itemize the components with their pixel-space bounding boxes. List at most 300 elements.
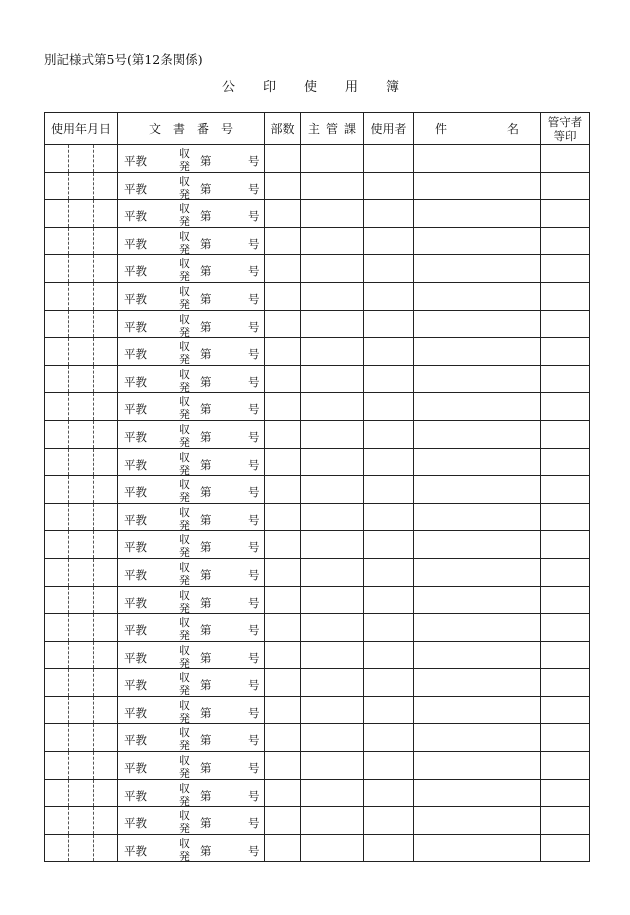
number-suffix: 号 [248,705,260,720]
number-prefix: 第 [200,429,212,444]
copies-cell[interactable] [265,200,301,228]
copies-cell[interactable] [265,696,301,724]
case-name-cell[interactable] [414,255,541,283]
document-number-cell[interactable] [118,145,265,173]
date-divider [93,255,94,282]
department-cell[interactable] [301,724,364,752]
department-cell[interactable] [301,586,364,614]
department-cell[interactable] [301,448,364,476]
document-number-cell[interactable] [118,282,265,310]
case-name-cell[interactable] [414,200,541,228]
date-divider [68,807,69,834]
number-prefix: 第 [200,347,212,362]
date-divider [68,504,69,531]
era-label: 平教 [124,540,147,555]
document-number-cell[interactable] [118,200,265,228]
keeper-seal-cell[interactable] [541,365,590,393]
date-divider [68,228,69,255]
number-prefix: 第 [200,733,212,748]
sent-label: 発 [179,325,190,338]
department-cell[interactable] [301,779,364,807]
sent-label: 発 [179,463,190,476]
date-cell[interactable] [45,338,118,366]
era-label: 平教 [124,650,147,665]
copies-cell[interactable] [265,724,301,752]
ledger-row [45,614,590,642]
case-name-cell[interactable] [414,586,541,614]
title-char: 印 [263,80,277,95]
user-cell[interactable] [364,338,414,366]
date-cell[interactable] [45,310,118,338]
header-docno-char: 号 [221,122,234,136]
user-cell[interactable] [364,393,414,421]
date-cell[interactable] [45,503,118,531]
case-name-cell[interactable] [414,420,541,448]
department-cell[interactable] [301,614,364,642]
user-cell[interactable] [364,558,414,586]
department-cell[interactable] [301,807,364,835]
date-cell[interactable] [45,393,118,421]
date-cell[interactable] [45,172,118,200]
user-cell[interactable] [364,696,414,724]
number-prefix: 第 [200,788,212,803]
department-cell[interactable] [301,338,364,366]
ledger-row [45,531,590,559]
era-label: 平教 [124,264,147,279]
date-cell[interactable] [45,200,118,228]
date-cell[interactable] [45,531,118,559]
keeper-seal-cell[interactable] [541,145,590,173]
received-label: 収 [179,560,190,574]
case-name-cell[interactable] [414,393,541,421]
document-number-cell[interactable] [118,641,265,669]
document-number-cell[interactable] [118,531,265,559]
keeper-seal-cell[interactable] [541,503,590,531]
department-cell[interactable] [301,172,364,200]
date-cell[interactable] [45,476,118,504]
document-number-cell[interactable] [118,586,265,614]
copies-cell[interactable] [265,752,301,780]
era-label: 平教 [124,595,147,610]
era-label: 平教 [124,457,147,472]
document-number-cell[interactable] [118,476,265,504]
user-cell[interactable] [364,614,414,642]
department-cell[interactable] [301,669,364,697]
keeper-seal-cell[interactable] [541,476,590,504]
case-name-cell[interactable] [414,641,541,669]
keeper-seal-cell[interactable] [541,255,590,283]
keeper-seal-cell[interactable] [541,696,590,724]
copies-cell[interactable] [265,669,301,697]
copies-cell[interactable] [265,807,301,835]
user-cell[interactable] [364,807,414,835]
department-cell[interactable] [301,558,364,586]
department-cell[interactable] [301,641,364,669]
date-divider [93,476,94,503]
number-prefix: 第 [200,374,212,389]
date-divider [68,614,69,641]
header-case-char: 名 [507,122,520,136]
era-label: 平教 [124,236,147,251]
copies-cell[interactable] [265,503,301,531]
era-label: 平教 [124,678,147,693]
date-cell[interactable] [45,614,118,642]
department-cell[interactable] [301,365,364,393]
sent-label: 発 [179,656,190,669]
number-prefix: 第 [200,678,212,693]
copies-cell[interactable] [265,282,301,310]
received-label: 収 [179,284,190,298]
form-number: 別記様式第5号(第12条関係) [44,52,203,67]
copies-cell[interactable] [265,365,301,393]
date-cell[interactable] [45,227,118,255]
document-number-cell[interactable] [118,310,265,338]
case-name-cell[interactable] [414,282,541,310]
case-name-cell[interactable] [414,696,541,724]
copies-cell[interactable] [265,227,301,255]
document-number-cell[interactable] [118,558,265,586]
user-cell[interactable] [364,724,414,752]
keeper-seal-cell[interactable] [541,558,590,586]
keeper-seal-cell[interactable] [541,282,590,310]
sent-label: 発 [179,849,190,862]
case-name-cell[interactable] [414,145,541,173]
copies-cell[interactable] [265,476,301,504]
keeper-seal-cell[interactable] [541,724,590,752]
date-divider [68,587,69,614]
date-cell[interactable] [45,255,118,283]
date-cell[interactable] [45,145,118,173]
title-char: 簿 [386,80,400,95]
copies-cell[interactable] [265,420,301,448]
date-divider [93,228,94,255]
copies-cell[interactable] [265,531,301,559]
number-suffix: 号 [248,319,260,334]
user-cell[interactable] [364,531,414,559]
case-name-cell[interactable] [414,614,541,642]
number-prefix: 第 [200,595,212,610]
document-number-cell[interactable] [118,255,265,283]
copies-cell[interactable] [265,558,301,586]
date-cell[interactable] [45,807,118,835]
ledger-row [45,172,590,200]
department-cell[interactable] [301,145,364,173]
user-cell[interactable] [364,779,414,807]
case-name-cell[interactable] [414,779,541,807]
era-label: 平教 [124,347,147,362]
copies-cell[interactable] [265,448,301,476]
ledger-row [45,448,590,476]
number-prefix: 第 [200,485,212,500]
document-number-cell[interactable] [118,227,265,255]
keeper-seal-cell[interactable] [541,420,590,448]
number-prefix: 第 [200,209,212,224]
user-cell[interactable] [364,420,414,448]
date-cell[interactable] [45,365,118,393]
department-cell[interactable] [301,696,364,724]
number-prefix: 第 [200,264,212,279]
user-cell[interactable] [364,448,414,476]
number-suffix: 号 [248,154,260,168]
era-label: 平教 [124,761,147,776]
sent-label: 発 [179,435,190,449]
number-suffix: 号 [248,678,260,693]
user-cell[interactable] [364,365,414,393]
date-cell[interactable] [45,558,118,586]
date-divider [93,145,94,172]
number-suffix: 号 [248,788,260,803]
number-prefix: 第 [200,623,212,638]
user-cell[interactable] [364,503,414,531]
keeper-seal-cell[interactable] [541,531,590,559]
ledger-row [45,200,590,228]
copies-cell[interactable] [265,172,301,200]
copies-cell[interactable] [265,614,301,642]
keeper-seal-cell[interactable] [541,614,590,642]
case-name-cell[interactable] [414,558,541,586]
number-suffix: 号 [248,761,260,776]
copies-cell[interactable] [265,310,301,338]
number-suffix: 号 [248,236,260,251]
copies-cell[interactable] [265,338,301,366]
department-cell[interactable] [301,255,364,283]
ledger-row [45,807,590,835]
date-divider [68,642,69,669]
ledger-row [45,420,590,448]
case-name-cell[interactable] [414,503,541,531]
date-cell[interactable] [45,448,118,476]
case-name-cell[interactable] [414,531,541,559]
document-number-cell[interactable] [118,752,265,780]
case-name-cell[interactable] [414,724,541,752]
user-cell[interactable] [364,227,414,255]
document-number-cell[interactable] [118,172,265,200]
department-cell[interactable] [301,752,364,780]
user-cell[interactable] [364,310,414,338]
number-prefix: 第 [200,705,212,720]
user-cell[interactable] [364,586,414,614]
keeper-seal-cell[interactable] [541,338,590,366]
case-name-cell[interactable] [414,365,541,393]
title-char: 使 [304,80,318,95]
user-cell[interactable] [364,200,414,228]
number-prefix: 第 [200,816,212,831]
date-cell[interactable] [45,420,118,448]
department-cell[interactable] [301,503,364,531]
title-char: 用 [345,80,359,95]
document-number-cell[interactable] [118,834,265,862]
era-label: 平教 [124,291,147,306]
case-name-cell[interactable] [414,834,541,862]
case-name-cell[interactable] [414,172,541,200]
received-label: 収 [179,174,190,188]
number-suffix: 号 [248,567,260,582]
header-docno-char: 書 [172,122,185,136]
date-cell[interactable] [45,696,118,724]
copies-cell[interactable] [265,834,301,862]
ledger-row [45,145,590,173]
user-cell[interactable] [364,255,414,283]
department-cell[interactable] [301,200,364,228]
document-number-cell[interactable] [118,724,265,752]
number-prefix: 第 [200,567,212,582]
case-name-cell[interactable] [414,807,541,835]
date-cell[interactable] [45,586,118,614]
number-suffix: 号 [248,650,260,665]
received-label: 収 [179,643,190,657]
sent-label: 発 [179,629,190,642]
number-suffix: 号 [248,512,260,527]
date-divider [93,449,94,476]
date-divider [68,531,69,558]
received-label: 収 [179,809,190,823]
date-divider [93,807,94,834]
date-cell[interactable] [45,752,118,780]
keeper-seal-cell[interactable] [541,807,590,835]
ledger-row [45,310,590,338]
case-name-cell[interactable] [414,227,541,255]
number-prefix: 第 [200,457,212,472]
user-cell[interactable] [364,669,414,697]
number-suffix: 号 [248,843,260,858]
date-divider [93,697,94,724]
date-cell[interactable] [45,282,118,310]
number-prefix: 第 [200,540,212,555]
copies-cell[interactable] [265,145,301,173]
era-label: 平教 [124,843,147,858]
case-name-cell[interactable] [414,310,541,338]
document-number-cell[interactable] [118,503,265,531]
copies-cell[interactable] [265,641,301,669]
department-cell[interactable] [301,420,364,448]
keeper-seal-cell[interactable] [541,200,590,228]
user-cell[interactable] [364,641,414,669]
date-divider [93,338,94,365]
user-cell[interactable] [364,476,414,504]
ledger-row [45,669,590,697]
date-divider [68,476,69,503]
received-label: 収 [179,698,190,712]
received-label: 収 [179,450,190,464]
number-suffix: 号 [248,485,260,500]
keeper-seal-cell[interactable] [541,641,590,669]
document-number-cell[interactable] [118,365,265,393]
case-name-cell[interactable] [414,752,541,780]
document-number-cell[interactable] [118,669,265,697]
copies-cell[interactable] [265,393,301,421]
document-number-cell[interactable] [118,779,265,807]
copies-cell[interactable] [265,586,301,614]
number-suffix: 号 [248,374,260,389]
sent-label: 発 [179,380,190,393]
case-name-cell[interactable] [414,476,541,504]
document-number-cell[interactable] [118,448,265,476]
department-cell[interactable] [301,531,364,559]
keeper-seal-cell[interactable] [541,227,590,255]
received-label: 収 [179,340,190,354]
date-divider [93,559,94,586]
number-suffix: 号 [248,402,260,417]
user-cell[interactable] [364,752,414,780]
received-label: 収 [179,836,190,850]
received-label: 収 [179,478,190,492]
ledger-row [45,779,590,807]
received-label: 収 [179,754,190,768]
user-cell[interactable] [364,282,414,310]
document-number-cell[interactable] [118,614,265,642]
case-name-cell[interactable] [414,669,541,697]
keeper-seal-cell[interactable] [541,779,590,807]
department-cell[interactable] [301,227,364,255]
keeper-seal-cell[interactable] [541,834,590,862]
keeper-seal-cell[interactable] [541,669,590,697]
copies-cell[interactable] [265,255,301,283]
case-name-cell[interactable] [414,448,541,476]
document-number-cell[interactable] [118,338,265,366]
date-divider [93,393,94,420]
received-label: 収 [179,202,190,216]
sent-label: 発 [179,242,190,255]
number-prefix: 第 [200,154,212,168]
department-cell[interactable] [301,834,364,862]
user-cell[interactable] [364,834,414,862]
date-cell[interactable] [45,641,118,669]
copies-cell[interactable] [265,779,301,807]
keeper-seal-cell[interactable] [541,310,590,338]
keeper-seal-cell[interactable] [541,752,590,780]
header-user: 使用者 [364,113,414,145]
number-prefix: 第 [200,236,212,251]
case-name-cell[interactable] [414,338,541,366]
document-number-cell[interactable] [118,807,265,835]
date-divider [93,835,94,862]
date-divider [68,173,69,200]
date-cell[interactable] [45,724,118,752]
keeper-seal-cell[interactable] [541,393,590,421]
received-label: 収 [179,533,190,547]
document-number-cell[interactable] [118,420,265,448]
date-divider [68,421,69,448]
keeper-seal-cell[interactable] [541,448,590,476]
header-department [301,113,364,145]
date-divider [93,752,94,779]
number-suffix: 号 [248,209,260,224]
document-number-cell[interactable] [118,696,265,724]
document-number-cell[interactable] [118,393,265,421]
era-label: 平教 [124,512,147,527]
ledger-row [45,282,590,310]
number-prefix: 第 [200,319,212,334]
era-label: 平教 [124,485,147,500]
number-suffix: 号 [248,623,260,638]
department-cell[interactable] [301,310,364,338]
keeper-seal-cell[interactable] [541,586,590,614]
date-cell[interactable] [45,779,118,807]
user-cell[interactable] [364,172,414,200]
department-cell[interactable] [301,282,364,310]
date-cell[interactable] [45,669,118,697]
date-cell[interactable] [45,834,118,862]
department-cell[interactable] [301,476,364,504]
user-cell[interactable] [364,145,414,173]
ledger-body [45,145,590,862]
number-prefix: 第 [200,291,212,306]
sent-label: 発 [179,573,190,586]
department-cell[interactable] [301,393,364,421]
sent-label: 発 [179,518,190,531]
era-label: 平教 [124,402,147,417]
keeper-seal-cell[interactable] [541,172,590,200]
